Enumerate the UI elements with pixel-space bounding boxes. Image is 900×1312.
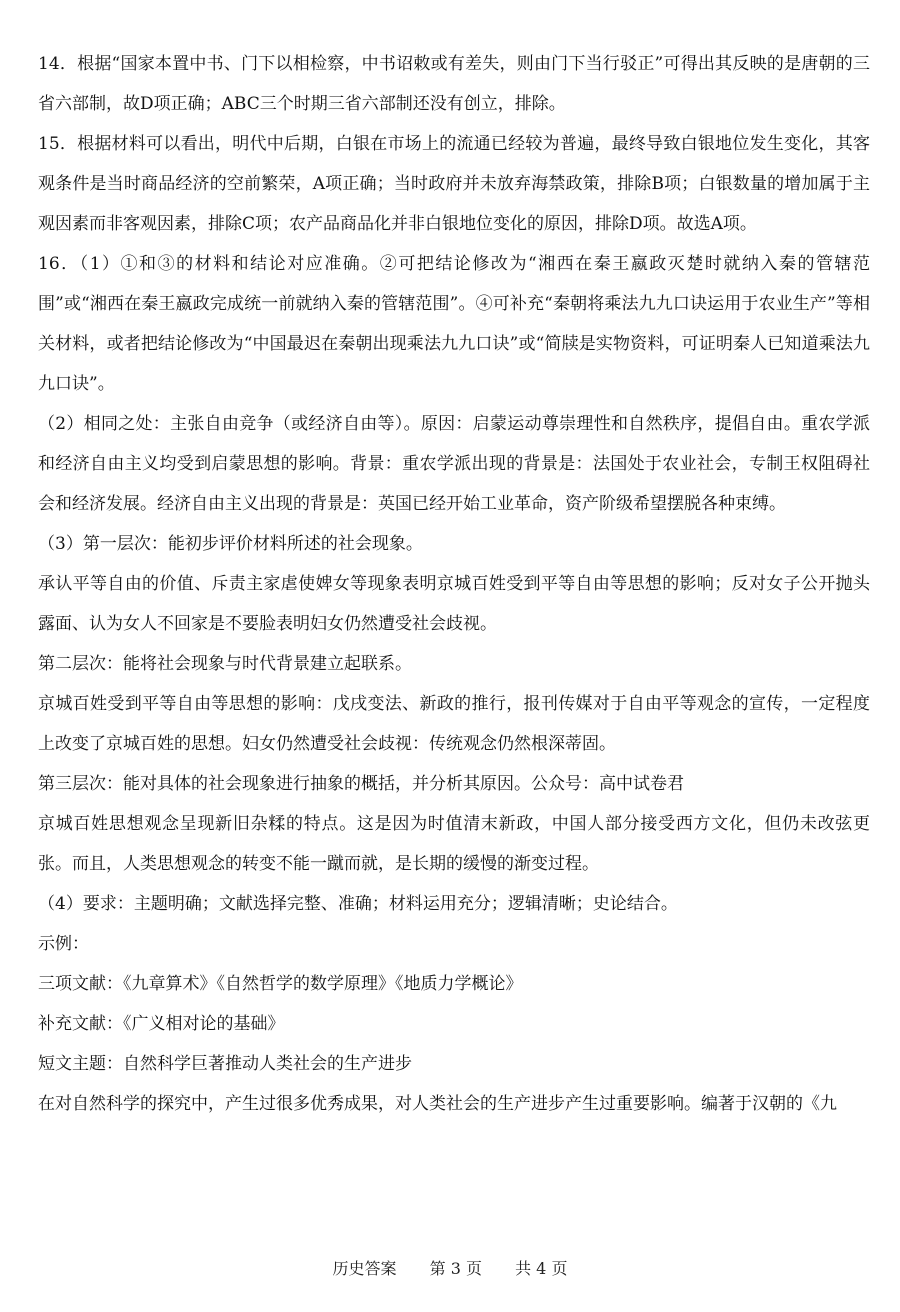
- footer-page-number: 第 3 页: [429, 1259, 482, 1278]
- answer-16-part-2: （2）相同之处：主张自由竞争（或经济自由等）。原因：启蒙运动尊崇理性和自然秩序，提倡自由。重农学派和经济自由主义均受到启蒙思想的影响。背景：重农学派出现的背景是：法国处于农业社会，专制王权阻碍社会和经济发展。经济自由主义出现的背景是：英国已经开始工业革命，资产阶级希望摆脱各种束缚。: [38, 414, 870, 514]
- answer-16-part-3-level-1: （3）第一层次：能初步评价材料所述的社会现象。: [38, 534, 423, 554]
- footer-subject: 历史答案: [332, 1259, 397, 1278]
- answer-14: 14．根据“国家本置中书、门下以相检察，中书诏敕或有差失，则由门下当行驳正”可得出其反映的是唐朝的三省六部制，故D项正确；ABC三个时期三省六部制还没有创立，排除。: [38, 54, 870, 114]
- answer-16-part-3-level-3-text: 京城百姓思想观念呈现新旧杂糅的特点。这是因为时值清末新政，中国人部分接受西方文化，但仍未改弦更张。而且，人类思想观念的转变不能一蹴而就，是长期的缓慢的渐变过程。: [38, 814, 870, 874]
- example-label: 示例：: [38, 934, 89, 954]
- page-footer: [0, 1256, 900, 1279]
- answer-content: [38, 44, 870, 1124]
- answer-16-part-4-requirements: （4）要求：主题明确；文献选择完整、准确；材料运用充分；逻辑清晰；史论结合。: [38, 894, 678, 914]
- answer-15: 15．根据材料可以看出，明代中后期，白银在市场上的流通已经较为普遍，最终导致白银地位发生变化，其客观条件是当时商品经济的空前繁荣，A项正确；当时政府并未放弃海禁政策，排除B项；白银数量的增加属于主观因素而非客观因素，排除C项；农产品商品化并非白银地位变化的原因，排除D项。故选A项。: [38, 134, 870, 234]
- essay-text: 在对自然科学的探究中，产生过很多优秀成果，对人类社会的生产进步产生过重要影响。编著于汉朝的《九: [38, 1094, 837, 1114]
- footer-total-pages: 共 4 页: [515, 1259, 568, 1278]
- answer-16-part-3-level-1-text: 承认平等自由的价值、斥责主家虐使婢女等现象表明京城百姓受到平等自由等思想的影响；反对女子公开抛头露面、认为女人不回家是不要脸表明妇女仍然遭受社会歧视。: [38, 574, 870, 634]
- answer-16-part-3-level-2: 第二层次：能将社会现象与时代背景建立起联系。: [38, 654, 412, 674]
- three-documents: 三项文献：《九章算术》《自然哲学的数学原理》《地质力学概论》: [38, 974, 523, 994]
- essay-theme: 短文主题：自然科学巨著推动人类社会的生产进步: [38, 1054, 412, 1074]
- answer-16-part-1: 16．（1）①和③的材料和结论对应准确。②可把结论修改为“湘西在秦王嬴政灭楚时就纳入秦的管辖范围”或“湘西在秦王嬴政完成统一前就纳入秦的管辖范围”。④可补充“秦朝将乘法九九口诀运用于农业生产”等相关材料，或者把结论修改为“中国最迟在秦朝出现乘法九九口诀”或“简牍是实物资料，可证明秦人已知道乘法九九口诀”。: [38, 254, 870, 394]
- answer-16-part-3-level-2-text: 京城百姓受到平等自由等思想的影响：戊戌变法、新政的推行，报刊传媒对于自由平等观念的宣传，一定程度上改变了京城百姓的思想。妇女仍然遭受社会歧视：传统观念仍然根深蒂固。: [38, 694, 870, 754]
- supplementary-document: 补充文献：《广义相对论的基础》: [38, 1014, 285, 1034]
- answer-16-part-3-level-3: 第三层次：能对具体的社会现象进行抽象的概括，并分析其原因。公众号：高中试卷君: [38, 774, 684, 794]
